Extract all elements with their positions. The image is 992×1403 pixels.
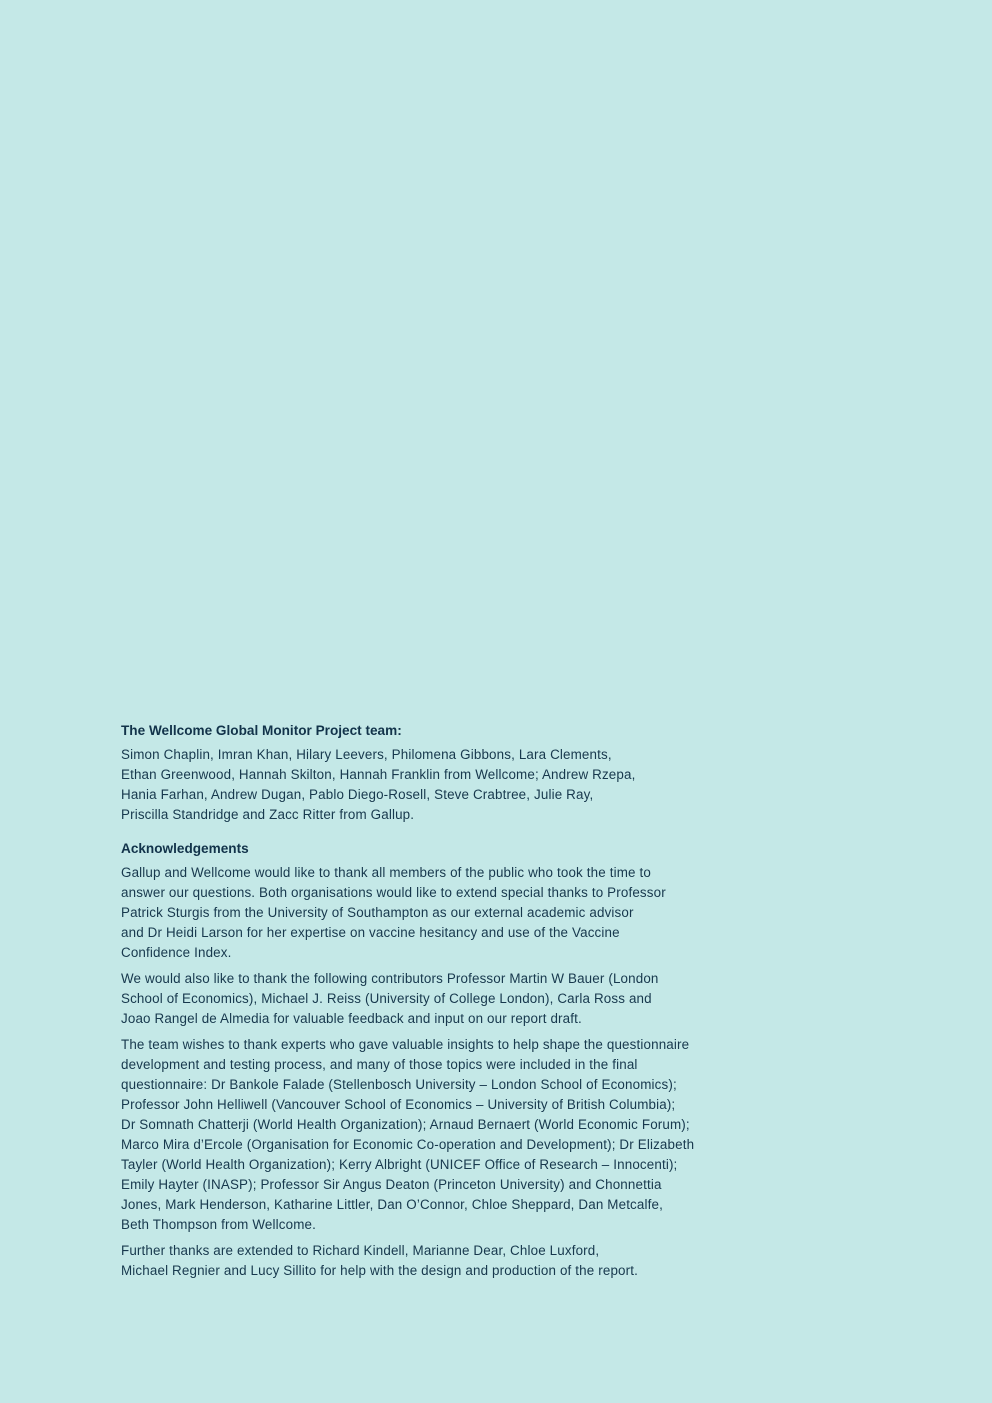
text-line: Michael Regnier and Lucy Sillito for help with the design and production of the report.	[121, 1263, 638, 1278]
text-line: Marco Mira d’Ercole (Organisation for Economic Co-operation and Development); Dr Elizabeth	[121, 1137, 695, 1152]
text-line: questionnaire: Dr Bankole Falade (Stellenbosch University – London School of Economics);	[121, 1077, 677, 1092]
project-team-section	[121, 721, 761, 825]
text-line: Gallup and Wellcome would like to thank all members of the public who took the time to	[121, 865, 651, 880]
text-line: Priscilla Standridge and Zacc Ritter from Gallup.	[121, 807, 415, 822]
document-body	[121, 721, 761, 1287]
text-line: Ethan Greenwood, Hannah Skilton, Hannah Franklin from Wellcome; Andrew Rzepa,	[121, 767, 636, 782]
text-line: answer our questions. Both organisations would like to extend special thanks to Professor	[121, 885, 666, 900]
text-line: Hania Farhan, Andrew Dugan, Pablo Diego-Rosell, Steve Crabtree, Julie Ray,	[121, 787, 594, 802]
acknowledgements-paragraph-4	[121, 1241, 761, 1281]
project-team-paragraph	[121, 745, 761, 825]
acknowledgements-paragraph-1	[121, 863, 761, 963]
acknowledgements-paragraph-3	[121, 1035, 761, 1235]
text-line: The team wishes to thank experts who gave valuable insights to help shape the questionnaire	[121, 1037, 690, 1052]
text-line: Joao Rangel de Almedia for valuable feedback and input on our report draft.	[121, 1011, 582, 1026]
acknowledgements-heading: Acknowledgements	[121, 841, 249, 856]
text-line: Professor John Helliwell (Vancouver School of Economics – University of British Columbia);	[121, 1097, 676, 1112]
text-line: School of Economics), Michael J. Reiss (University of College London), Carla Ross and	[121, 991, 652, 1006]
text-line: We would also like to thank the following contributors Professor Martin W Bauer (London	[121, 971, 659, 986]
text-line: Beth Thompson from Wellcome.	[121, 1217, 316, 1232]
acknowledgements-paragraph-2	[121, 969, 761, 1029]
text-line: Simon Chaplin, Imran Khan, Hilary Leevers, Philomena Gibbons, Lara Clements,	[121, 747, 612, 762]
text-line: Tayler (World Health Organization); Kerry Albright (UNICEF Office of Research – Innocenti);	[121, 1157, 678, 1172]
project-team-heading: The Wellcome Global Monitor Project team:	[121, 723, 402, 738]
text-line: and Dr Heidi Larson for her expertise on vaccine hesitancy and use of the Vaccine	[121, 925, 620, 940]
text-line: Further thanks are extended to Richard Kindell, Marianne Dear, Chloe Luxford,	[121, 1243, 600, 1258]
text-line: Patrick Sturgis from the University of Southampton as our external academic advisor	[121, 905, 634, 920]
text-line: Jones, Mark Henderson, Katharine Littler, Dan O’Connor, Chloe Sheppard, Dan Metcalfe,	[121, 1197, 663, 1212]
section-spacer	[121, 831, 761, 839]
text-line: Dr Somnath Chatterji (World Health Organization); Arnaud Bernaert (World Economic Forum);	[121, 1117, 690, 1132]
acknowledgements-section	[121, 839, 761, 1281]
text-line: development and testing process, and many of those topics were included in the final	[121, 1057, 638, 1072]
text-line: Emily Hayter (INASP); Professor Sir Angus Deaton (Princeton University) and Chonnettia	[121, 1177, 662, 1192]
text-line: Confidence Index.	[121, 945, 232, 960]
